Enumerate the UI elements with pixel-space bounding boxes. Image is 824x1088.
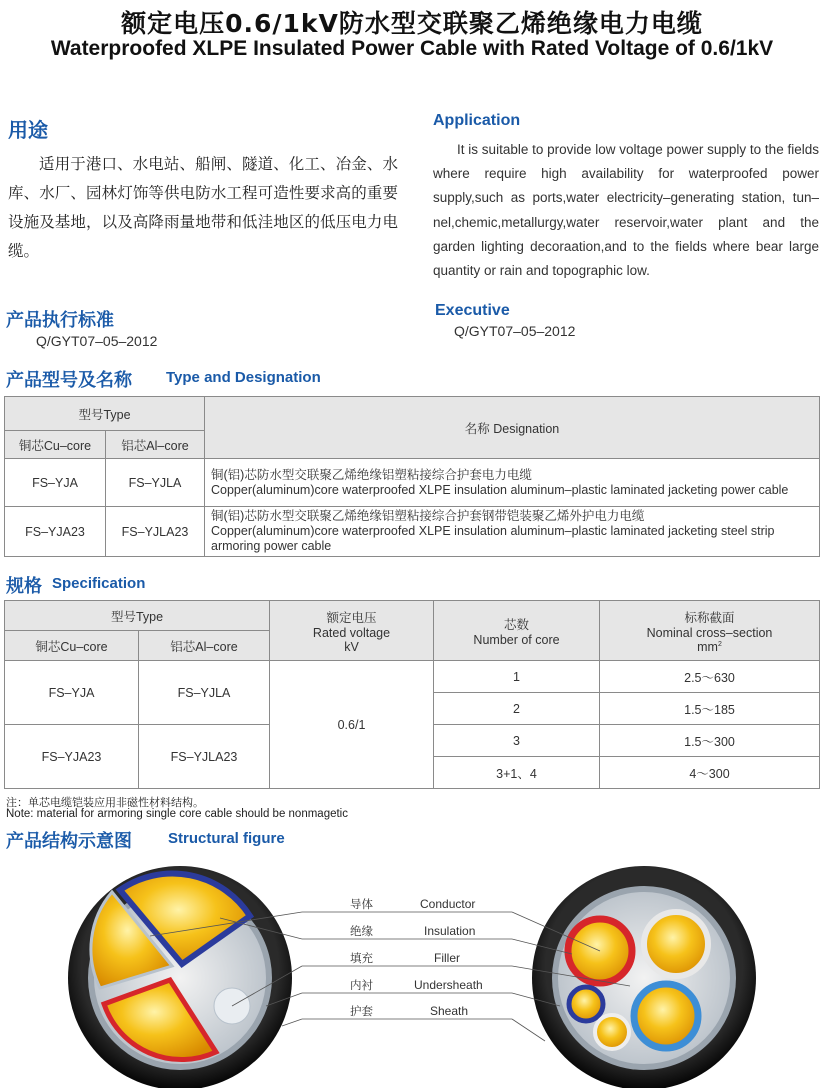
table-row — [5, 661, 820, 693]
designation-cell — [205, 507, 820, 557]
executive-standard-en: Q/GYT07–05–2012 — [454, 323, 576, 339]
right-conductor-4 — [569, 987, 603, 1021]
cu-core-header: 铜芯Cu–core — [5, 431, 106, 459]
section-value: 1.5～185 — [600, 693, 820, 725]
cores-value: 1 — [434, 661, 600, 693]
cores-value: 3 — [434, 725, 600, 757]
spec-heading-en: Specification — [52, 575, 146, 592]
section-value: 4～300 — [600, 757, 820, 789]
label-en: Filler — [434, 951, 460, 965]
voltage-header-cn: 额定电压 — [326, 610, 377, 625]
spec-type-header: 型号Type — [5, 601, 270, 631]
spec-al-model: FS–YJLA23 — [139, 725, 270, 789]
structure-heading-cn: 产品结构示意图 — [6, 831, 132, 852]
structural-figure — [0, 856, 824, 1088]
designation-cell — [205, 459, 820, 507]
section-header-unit: $mm^2$ — [697, 639, 722, 654]
cores-value: 2 — [434, 693, 600, 725]
type-heading-en: Type and Designation — [166, 369, 321, 386]
label-en: Undersheath — [414, 978, 483, 992]
voltage-header-unit: kV — [344, 639, 359, 654]
application-text-cn: 适用于港口、水电站、船闸、隧道、化工、冶金、水库、水厂、园林灯饰等供电防水工程可造性要求高的重要设施及基地，以及高降雨量地带和低洼地区的低压电力电缆。 — [8, 155, 398, 260]
note-en: Note: material for armoring single core cable should be nonmagetic — [6, 808, 348, 820]
note-cn: 注：单芯电缆铠装应用非磁性材料结构。 — [6, 796, 204, 809]
right-conductor-3 — [634, 984, 698, 1048]
type-heading-cn: 产品型号及名称 — [6, 370, 132, 391]
label-cn: 护套 — [350, 1004, 373, 1018]
label-en: Sheath — [430, 1004, 469, 1018]
page-title-cn: 额定电压0.6/1kV防水型交联聚乙烯绝缘电力电缆 — [121, 9, 703, 38]
table-row — [5, 507, 820, 557]
spec-al-model: FS–YJLA — [139, 661, 270, 725]
designation-en: Copper(aluminum)core waterproofed XLPE insulation aluminum–plastic laminated jacketing steel strip armoring power cable — [211, 524, 775, 553]
type-header: 型号Type — [5, 397, 205, 431]
spec-al-core-header: 铝芯Al–core — [139, 631, 270, 661]
section-value: 1.5～300 — [600, 725, 820, 757]
structure-heading-en: Structural figure — [168, 830, 285, 847]
right-conductor-2 — [644, 912, 708, 976]
spec-cu-model: FS–YJA23 — [5, 725, 139, 789]
cu-model: FS–YJA — [5, 459, 106, 507]
section-value: 2.5～630 — [600, 661, 820, 693]
type-designation-table — [4, 396, 820, 557]
voltage-value: 0.6/1 — [270, 661, 434, 789]
specification-table — [4, 600, 820, 789]
executive-heading-cn: 产品执行标准 — [6, 310, 114, 331]
cores-value: 3+1、4 — [434, 757, 600, 789]
designation-header: 名称 Designation — [205, 397, 820, 459]
designation-en: Copper(aluminum)core waterproofed XLPE insulation aluminum–plastic laminated jacketing power cable — [211, 482, 789, 497]
label-cn: 绝缘 — [350, 924, 373, 938]
cores-header-en: Number of core — [473, 632, 560, 647]
right-conductor-5 — [595, 1015, 629, 1049]
al-model: FS–YJLA23 — [106, 507, 205, 557]
page-title-en: Waterproofed XLPE Insulated Power Cable with Rated Voltage of 0.6/1kV — [50, 37, 774, 60]
application-heading-cn: 用途 — [8, 118, 48, 142]
label-cn: 填充 — [350, 951, 373, 965]
section-header — [600, 601, 820, 661]
left-cable-diagram — [68, 866, 292, 1088]
voltage-header — [270, 601, 434, 661]
label-cn: 导体 — [350, 897, 373, 911]
application-heading-en: Application — [433, 112, 521, 129]
structure-labels — [350, 897, 483, 1018]
executive-standard-cn: Q/GYT07–05–2012 — [36, 333, 158, 349]
voltage-header-en: Rated voltage — [312, 625, 391, 640]
designation-cn: 铜(铝)芯防水型交联聚乙烯绝缘铝塑粘接综合护套电力电缆 — [211, 467, 532, 482]
designation-cn: 铜(铝)芯防水型交联聚乙烯绝缘铝塑粘接综合护套钢带铠装聚乙烯外护电力电缆 — [211, 509, 645, 523]
spec-cu-model: FS–YJA — [5, 661, 139, 725]
spec-cu-core-header: 铜芯Cu–core — [5, 631, 139, 661]
label-en: Insulation — [424, 924, 476, 938]
section-header-cn: 标称截面 — [684, 610, 735, 625]
executive-heading-en: Executive — [435, 302, 510, 319]
al-model: FS–YJLA — [106, 459, 205, 507]
cores-header-cn: 芯数 — [503, 617, 529, 632]
cores-header — [434, 601, 600, 661]
al-core-header: 铝芯Al–core — [106, 431, 205, 459]
application-text-en: It is suitable to provide low voltage power supply to the fields where require high availability for waterproofed power supply,such as ports,water electricity–generating station, tun–nel,chemic,metallurgy,water reservoir,water plant and the garden lighting decoraation,and to the fields where bear large quantity or rain and topographic low. — [433, 142, 819, 279]
spec-heading-cn: 规格 — [6, 576, 42, 597]
table-row — [5, 459, 820, 507]
section-header-en: Nominal cross–section — [646, 625, 773, 640]
label-cn: 内衬 — [350, 978, 373, 992]
cu-model: FS–YJA23 — [5, 507, 106, 557]
label-en: Conductor — [420, 897, 476, 911]
right-cable-diagram — [532, 866, 756, 1088]
